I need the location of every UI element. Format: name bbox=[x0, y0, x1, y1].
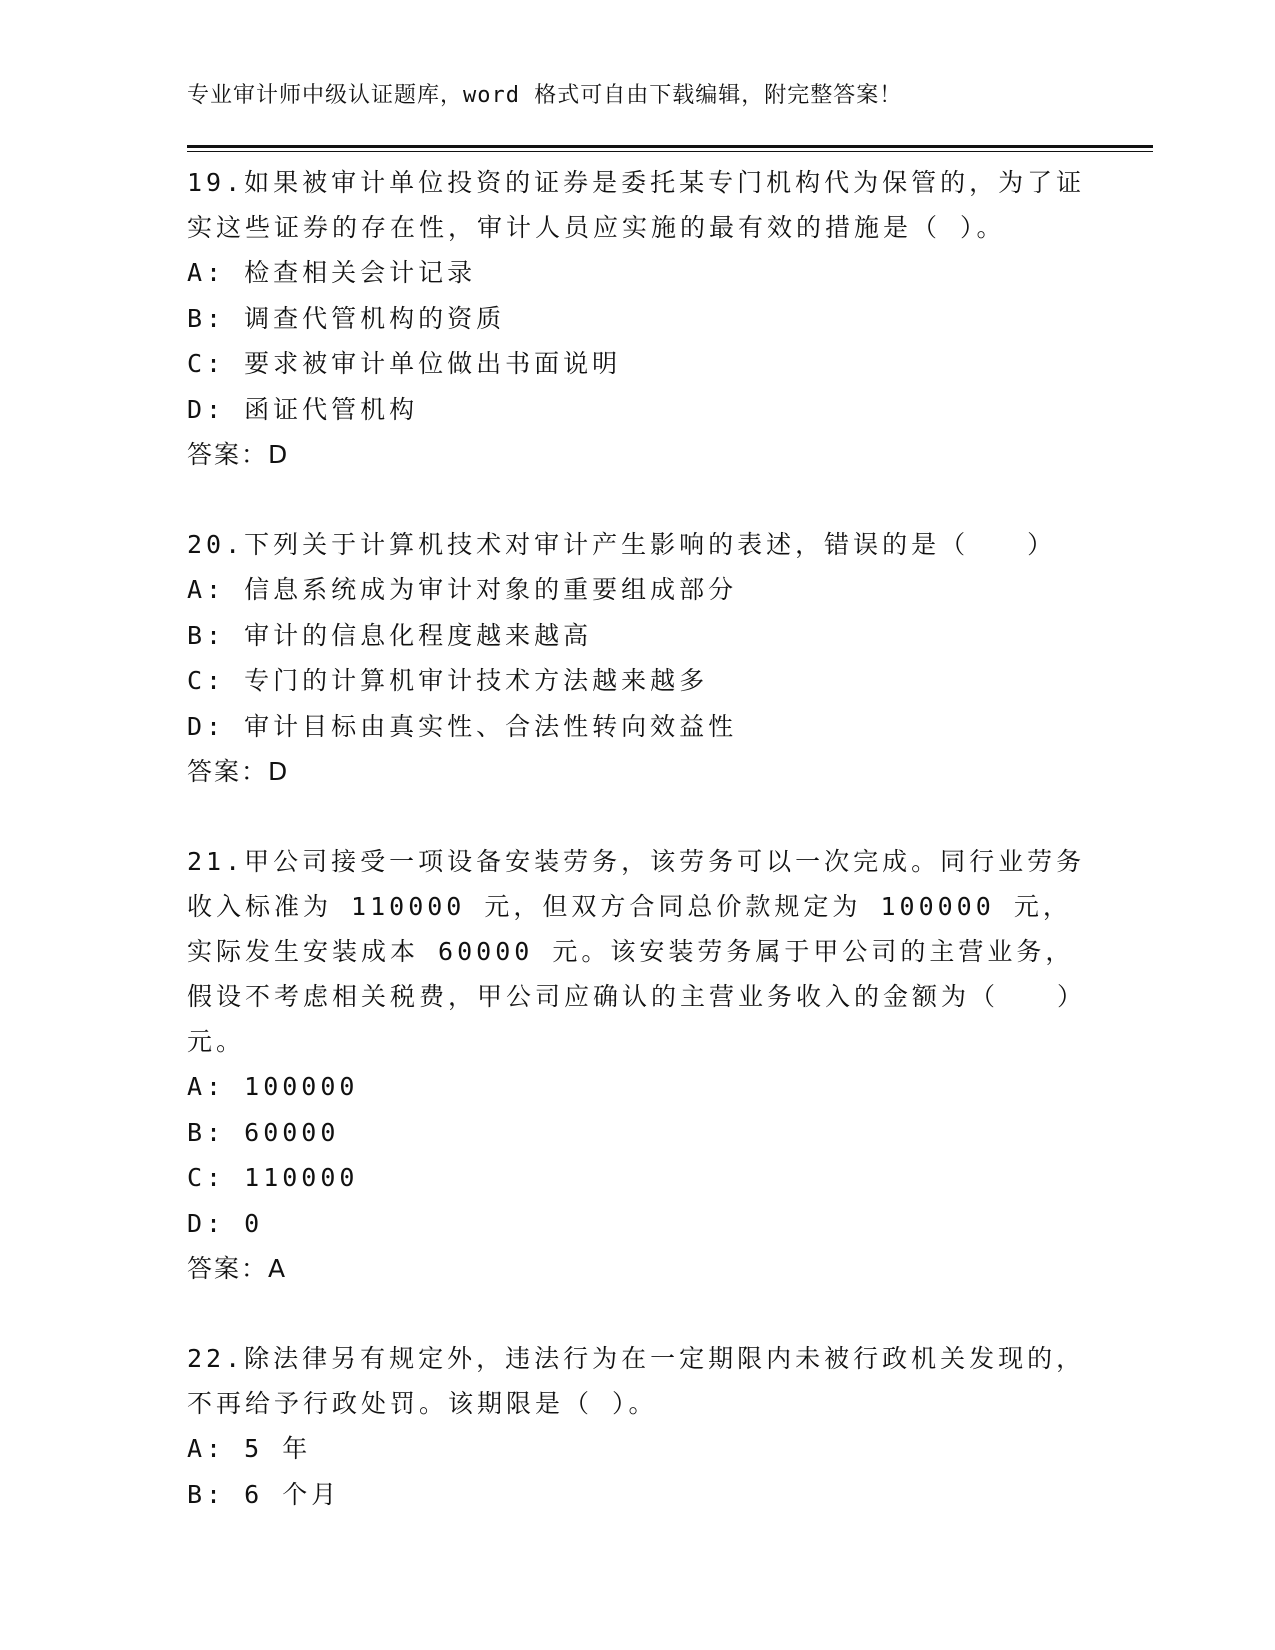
question-text: 21.甲公司接受一项设备安装劳务，该劳务可以一次完成。同行业劳务收入标准为 110000 元，但双方合同总价款规定为 100000 元，实际发生安装成本 60000 元。该安装劳务属于甲公司的主营业务，假设不考虑相关税费，甲公司应确认的主营业务收入的金额为（ ）元。 bbox=[187, 847, 1087, 1056]
option-a: A: 5 年 bbox=[187, 1434, 312, 1463]
answer-line: 答案：D bbox=[187, 757, 290, 786]
question-spacer bbox=[187, 477, 1087, 522]
question-21 bbox=[187, 839, 1087, 1291]
page-header: 专业审计师中级认证题库，word 格式可自由下载编辑，附完整答案！ bbox=[187, 83, 903, 108]
header-rule-thick bbox=[187, 145, 1153, 148]
option-c: C: 110000 bbox=[187, 1163, 359, 1192]
question-20 bbox=[187, 522, 1087, 794]
answer-line: 答案：A bbox=[187, 1254, 288, 1283]
answer-line: 答案：D bbox=[187, 440, 290, 469]
question-text: 22.除法律另有规定外，违法行为在一定期限内未被行政机关发现的，不再给予行政处罚。该期限是（ ）。 bbox=[187, 1344, 1086, 1418]
option-a: A: 100000 bbox=[187, 1072, 359, 1101]
question-spacer bbox=[187, 794, 1087, 839]
option-b: B: 审计的信息化程度越来越高 bbox=[187, 620, 593, 650]
option-d: D: 0 bbox=[187, 1208, 264, 1238]
option-d: D: 函证代管机构 bbox=[187, 394, 419, 424]
option-a: A: 检查相关会计记录 bbox=[187, 258, 477, 287]
option-d: D: 审计目标由真实性、合法性转向效益性 bbox=[187, 711, 738, 741]
question-list bbox=[187, 160, 1087, 1517]
question-text: 19.如果被审计单位投资的证券是委托某专门机构代为保管的，为了证实这些证券的存在性，审计人员应实施的最有效的措施是（ ）。 bbox=[187, 168, 1086, 242]
question-22 bbox=[187, 1336, 1087, 1517]
question-text: 20.下列关于计算机技术对审计产生影响的表述，错误的是（ ） bbox=[187, 530, 1057, 559]
option-b: B: 调查代管机构的资质 bbox=[187, 303, 506, 333]
option-b: B: 60000 bbox=[187, 1117, 340, 1147]
question-19 bbox=[187, 160, 1087, 477]
option-c: C: 专门的计算机审计技术方法越来越多 bbox=[187, 666, 709, 695]
option-b: B: 6 个月 bbox=[187, 1479, 341, 1509]
option-a: A: 信息系统成为审计对象的重要组成部分 bbox=[187, 575, 738, 604]
question-spacer bbox=[187, 1291, 1087, 1336]
header-rule-thin bbox=[187, 151, 1153, 152]
option-c: C: 要求被审计单位做出书面说明 bbox=[187, 349, 622, 378]
